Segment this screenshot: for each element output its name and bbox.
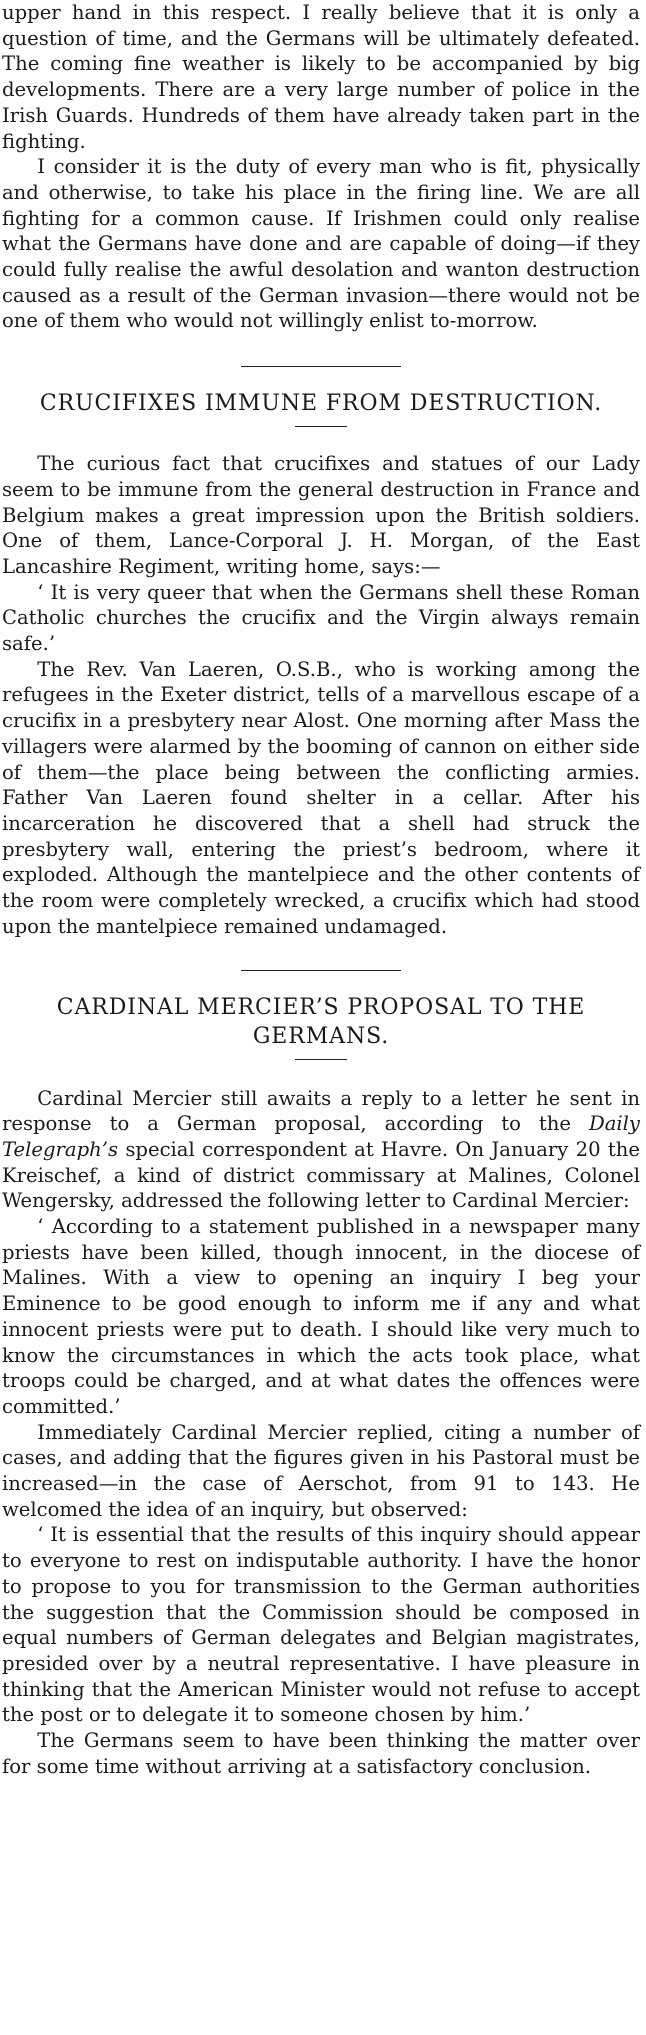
article-cardinal-mercier: [2, 993, 640, 1780]
article-paragraph: [2, 1086, 640, 1215]
article-paragraph: The Rev. Van Laeren, O.S.B., who is working among the refugees in the Exeter district, tells of a marvellous escape of a crucifix in a presbytery near Alost. One morning after Mass the villagers were alarmed by the booming of cannon on either side of them—the place being between the conflicting armies. Father Van Laeren found shelter in a cellar. After his incarceration he discovered that a shell had struck the presbytery wall, entering the priest’s bedroom, where it exploded. Although the mantelpiece and the other contents of the room were completely wrecked, a crucifix which had stood upon the mantelpiece remained undamaged.: [2, 657, 640, 938]
article-quote: ‘ According to a statement published in a newspaper many priests have been killed, though innocent, in the diocese of Malines. With a view to opening an inquiry I beg your Eminence to be good enough to inform me if any and what innocent priests were put to death. I should like very much to know the circumstances in which the acts took place, what troops could be charged, and at what dates the offences were committed.’: [2, 1215, 640, 1418]
article-paragraph: The Germans seem to have been thinking the matter over for some time without arriving at a satisfactory conclusion.: [2, 1729, 640, 1778]
intro-paragraph: upper hand in this respect. I really believe that it is only a question of time, and the Germans will be ultimately defeated. The coming fine weather is likely to be accompanied by big developments. There are a very large number of police in the Irish Guards. Hundreds of them have already taken part in the fighting.: [2, 1, 640, 153]
article-quote: ‘ It is essential that the results of this inquiry should appear to everyone to rest on indisputable authority. I have the honor to propose to you for transmission to the German authorities the suggestion that the Commission should be composed in equal numbers of German delegates and Belgian magistrates, presided over by a neutral representative. I have pleasure in thinking that the American Minister would not refuse to accept the post or to delegate it to someone chosen by him.’: [2, 1523, 640, 1727]
article-paragraph: The curious fact that crucifixes and statues of our Lady seem to be immune from the general destruction in France and Belgium makes a great impression upon the British soldiers. One of them, Lance-Corporal J. H. Morgan, of the East Lancashire Regiment, writing home, says:—: [2, 452, 640, 578]
intro-paragraph: I consider it is the duty of every man who is fit, physically and otherwise, to take his place in the firing line. We are all fighting for a common cause. If Irishmen could only realise what the Germans have done and are capable of doing—if they could fully realise the awful desolation and wanton destruction caused as a result of the German invasion—there would not be one of them who would not willingly enlist to-morrow.: [2, 155, 640, 333]
newspaper-name: Daily Telegraph’s: [2, 1112, 640, 1161]
article-headline: CARDINAL MERCIER’S PROPOSAL TO THE GERMANS.: [56, 994, 586, 1049]
paragraph-text: Cardinal Mercier still awaits a reply to a letter he sent in response to a German proposal, according to the: [2, 1086, 640, 1136]
intro-continuation: [2, 0, 640, 334]
article-headline: CRUCIFIXES IMMUNE FROM DESTRUCTION.: [39, 391, 603, 417]
article-quote: ‘ It is very queer that when the Germans shell these Roman Catholic churches the crucifix and the Virgin always remain safe.’: [2, 580, 640, 656]
paragraph-text: special correspondent at Havre. On January 20 the Kreischef, a kind of district commissary at Malines, Colonel Wengersky, addressed the following letter to Cardinal Mercier:: [2, 1137, 640, 1213]
article-crucifixes: [2, 389, 640, 939]
article-paragraph: Immediately Cardinal Mercier replied, citing a number of cases, and adding that the figures given in his Pastoral must be increased—in the case of Aerschot, from 91 to 143. He welcomed the idea of an inquiry, but observed:: [2, 1420, 640, 1521]
